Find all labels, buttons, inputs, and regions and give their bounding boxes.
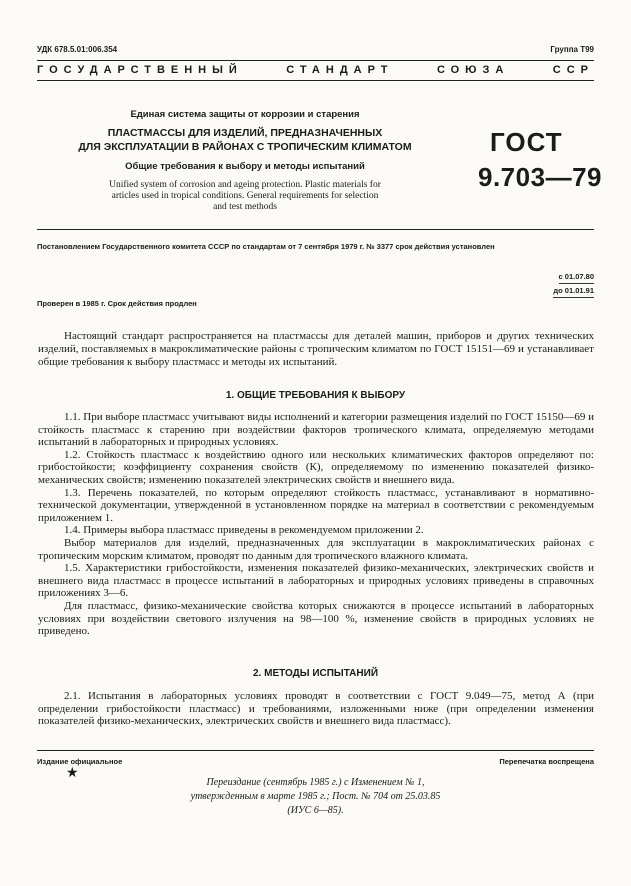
section-2-heading: 2. МЕТОДЫ ИСПЫТАНИЙ bbox=[253, 668, 378, 679]
top-rule bbox=[37, 60, 594, 61]
banner-rule bbox=[37, 80, 594, 81]
english-title-line: and test methods bbox=[213, 202, 277, 212]
validity-dates bbox=[553, 270, 594, 298]
state-banner bbox=[37, 64, 594, 76]
udk-code: УДК 678.5.01:006.354 bbox=[37, 45, 118, 54]
document-title bbox=[60, 126, 430, 154]
reissue-line: утвержденным в марте 1985 г.; Пост. № 704 от 25.03.85 bbox=[190, 791, 441, 802]
checked-note: Проверен в 1985 г. Срок действия продлен bbox=[37, 299, 197, 308]
banner-word: СОЮЗА bbox=[436, 64, 510, 76]
banner-word: ГОСУДАРСТВЕННЫЙ bbox=[37, 64, 243, 76]
paragraph: 1.2. Стойкость пластмасс к воздействию одного или нескольких климатических факторов определяют по: грибостойкости; коэффициенту сохранения свойств (К), определяемому по изменению показателей физико-механических свойств; изменению показателей электрических свойств и внешнего вида. bbox=[38, 448, 594, 486]
section-2-body bbox=[38, 690, 594, 728]
english-title bbox=[80, 180, 410, 213]
gost-number: 9.703—79 bbox=[478, 162, 602, 192]
reissue-note bbox=[150, 776, 481, 818]
date-to: до 01.01.91 bbox=[553, 284, 594, 298]
star-icon: ★ bbox=[66, 766, 79, 781]
meta-rule bbox=[37, 229, 594, 230]
banner-word: СТАНДАРТ bbox=[286, 64, 394, 76]
date-from: с 01.07.80 bbox=[559, 270, 594, 284]
reprint-forbidden: Перепечатка воспрещена bbox=[499, 757, 594, 766]
paragraph: Выбор материалов для изделий, предназначенных для эксплуатации в макроклиматических районах с тропическим морским климатом, проводят по данным для тропического влажного климата. bbox=[38, 536, 594, 562]
paragraph: 1.1. При выборе пластмасс учитывают виды исполнений и категории размещения изделий по ГОСТ 15150—69 и стойкость пластмасс к старению при воздействии факторов тропического климата, определяемую методами испытаний в лабораторных и природных условиях. bbox=[38, 411, 594, 449]
english-title-line: Unified system of corrosion and ageing protection. Plastic materials for bbox=[109, 180, 381, 190]
paragraph: 2.1. Испытания в лабораторных условиях проводят в соответствии с ГОСТ 9.049—75, метод А (при определении грибостойкости пластмасс) и требованиями, изложенными ниже (при определении изменения показателей физико-механических, электрических свойств и внешнего вида пластмасс). bbox=[38, 690, 594, 728]
intro-paragraph: Настоящий стандарт распространяется на пластмассы для деталей машин, приборов и других технических изделий, поставляемых в макроклиматические районы с тропическим климатом по ГОСТ 15151—69 и устанавливает общие требования к выбору пластмасс и методы их испытаний. bbox=[38, 330, 594, 368]
gost-label: ГОСТ bbox=[490, 127, 563, 157]
english-title-line: articles used in tropical conditions. General requirements for selection bbox=[111, 191, 379, 201]
section-1-body bbox=[38, 411, 594, 638]
paragraph: 1.3. Перечень показателей, по которым определяют стойкость пластмасс, устанавливают в нормативно-технической документации, утвержденной в установленном порядке на материал в соответствии с рекомендуемым приложением 1. bbox=[38, 486, 594, 524]
banner-word: ССР bbox=[552, 64, 594, 76]
decree-text: Постановлением Государственного комитета СССР по стандартам от 7 сентября 1979 г. № 3377 срок действия установлен bbox=[37, 242, 495, 251]
document-subtitle: Общие требования к выбору и методы испытаний bbox=[125, 161, 365, 172]
title-line: ПЛАСТМАССЫ ДЛЯ ИЗДЕЛИЙ, ПРЕДНАЗНАЧЕННЫХ bbox=[107, 127, 383, 139]
group-code: Группа Т99 bbox=[550, 45, 594, 54]
paragraph: Для пластмасс, физико-механические свойства которых снижаются в процессе испытаний в лабораторных условиях при воздействии светового излучения на 98—100 %, изменение свойств в природных условиях не приведено. bbox=[38, 599, 594, 638]
series-title: Единая система защиты от коррозии и старения bbox=[130, 109, 360, 120]
reissue-line: (ИУС 6—85). bbox=[287, 805, 344, 816]
section-1-heading: 1. ОБЩИЕ ТРЕБОВАНИЯ К ВЫБОРУ bbox=[225, 390, 406, 401]
paragraph: 1.4. Примеры выбора пластмасс приведены в рекомендуемом приложении 2. bbox=[64, 524, 424, 537]
official-edition: Издание официальное bbox=[37, 757, 123, 766]
reissue-line: Переиздание (сентябрь 1985 г.) с Изменением № 1, bbox=[206, 777, 425, 788]
footer-rule bbox=[37, 750, 594, 751]
title-line: ДЛЯ ЭКСПЛУАТАЦИИ В РАЙОНАХ С ТРОПИЧЕСКИМ КЛИМАТОМ bbox=[78, 141, 412, 153]
paragraph: 1.5. Характеристики грибостойкости, изменения показателей физико-механических, электрических свойств и внешнего вида пластмасс в процессе испытаний в лабораторных и природных условиях приведены в справочных приложениях 3—6. bbox=[38, 562, 594, 600]
